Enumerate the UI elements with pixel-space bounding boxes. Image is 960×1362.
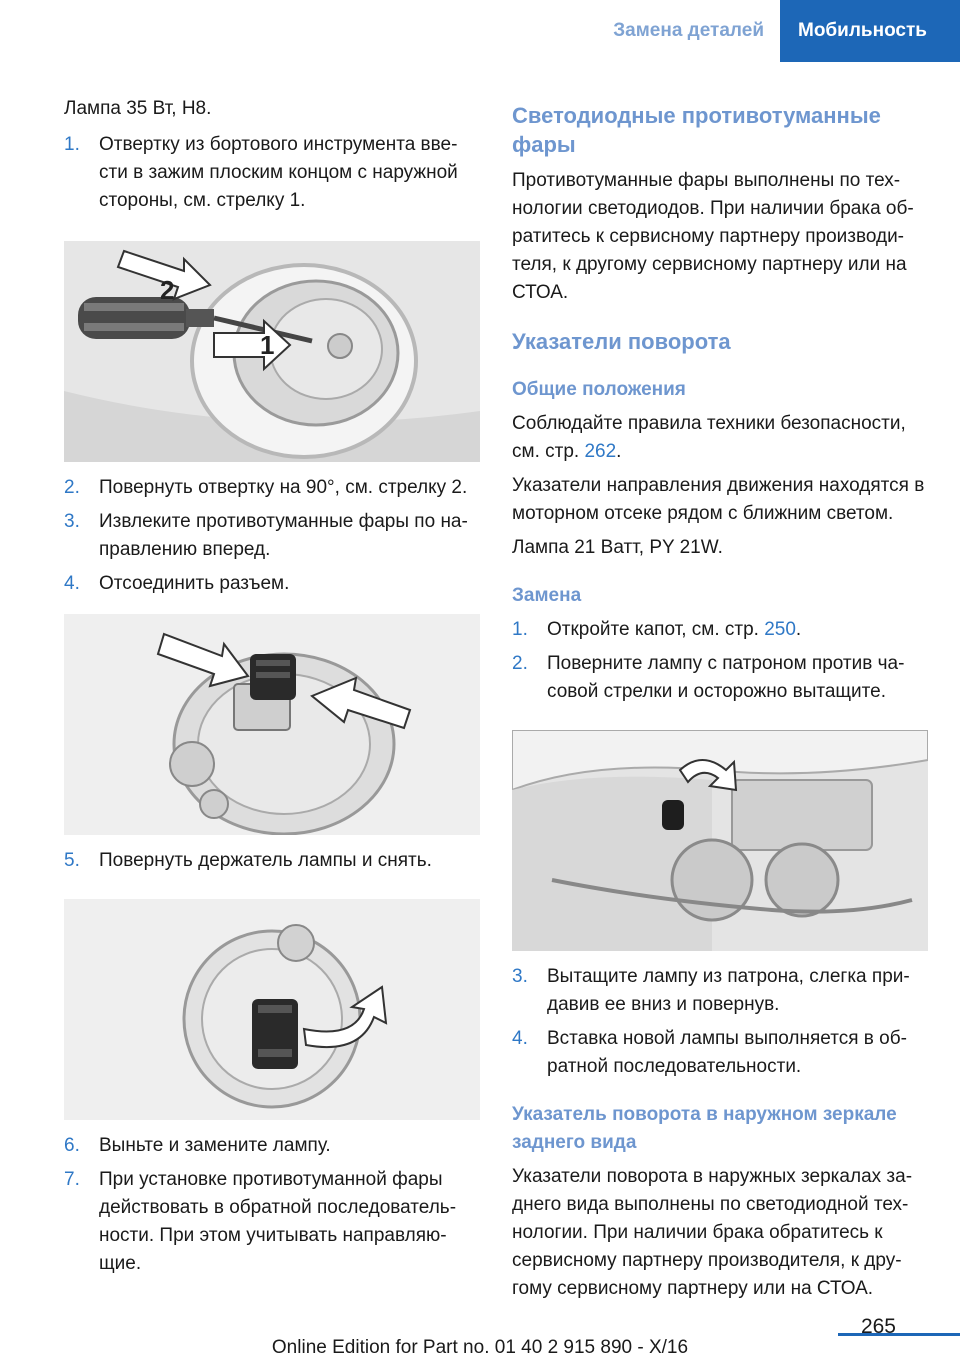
step-number: 1. — [512, 619, 528, 640]
list-item — [64, 1132, 480, 1160]
figure-engine-bay — [512, 730, 928, 951]
list-item — [64, 1166, 480, 1278]
mirror-turn-title: Указатель поворота в наружном зеркале заднего вида — [512, 1104, 897, 1153]
list-item — [64, 847, 480, 875]
lamp-spec: Лампа 35 Вт, H8. — [64, 98, 212, 119]
figure-lamp-holder — [64, 899, 480, 1120]
step-number: 4. — [512, 1028, 528, 1049]
list-item — [64, 570, 480, 598]
list-item — [512, 1025, 928, 1081]
led-fog-title: Светодиодные противотуманные фары — [512, 103, 881, 157]
led-fog-text: Противотуманные фары выполнены по тех-нологии светодиодов. При наличии брака об-ратитесь к сервисному партнеру производи-теля, к другому сервисному партнеру или на СТОА. — [512, 170, 914, 303]
page-header — [593, 0, 960, 62]
list-item — [512, 616, 928, 644]
step-number: 4. — [64, 573, 80, 594]
step-text: При установке противотуманной фары действовать в обратной последователь-ности. При этом учитывать направляю-щие. — [99, 1169, 457, 1274]
step-number: 2. — [64, 477, 80, 498]
list-item — [512, 963, 928, 1019]
section-tab[interactable]: Замена деталей — [613, 20, 764, 41]
lamp-spec-turn: Лампа 21 Ватт, PY 21W. — [512, 537, 723, 558]
general-title: Общие положения — [512, 379, 686, 400]
step-number: 6. — [64, 1135, 80, 1156]
arrow-label-2: 2 — [160, 275, 175, 305]
figure-screwdriver — [64, 241, 480, 462]
left-column — [64, 95, 480, 1278]
step-text: Откройте капот, см. стр. 250. — [547, 619, 802, 640]
step-text: Отсоединить разъем. — [99, 573, 290, 594]
edition-footer: Online Edition for Part no. 01 40 2 915 890 - X/16 — [271, 1337, 689, 1358]
list-item — [64, 508, 480, 564]
mirror-turn-text: Указатели поворота в наружных зеркалах за-днего вида выполнены по светодиодной тех-нологии. При наличии брака обратитесь к сервисному партнеру производителя, к дру-гому сервисному партнеру или на СТОА. — [512, 1166, 913, 1299]
step-number: 7. — [64, 1169, 80, 1190]
replace-title: Замена — [512, 585, 582, 606]
safety-text-body: Соблюдайте правила техники безопасности, см. стр. — [512, 413, 906, 462]
safety-text: Соблюдайте правила техники безопасности, см. стр. 262. — [512, 413, 906, 462]
location-text: Указатели направления движения находятся в моторном отсеке рядом с ближним светом. — [512, 475, 925, 524]
step-number: 3. — [64, 511, 80, 532]
turn-signals-title: Указатели поворота — [512, 329, 731, 354]
step-text: Вытащите лампу из патрона, слегка при-давив ее вниз и повернув. — [547, 966, 910, 1015]
step-number: 2. — [512, 653, 528, 674]
step-number: 5. — [64, 850, 80, 871]
page-link-250[interactable]: 250 — [764, 619, 796, 640]
page-link-262[interactable]: 262 — [584, 441, 617, 462]
step-text: Выньте и замените лампу. — [99, 1135, 331, 1156]
right-column — [512, 101, 928, 1303]
footer-accent-line — [838, 1333, 960, 1336]
list-item — [64, 474, 480, 502]
list-item — [64, 131, 480, 215]
step-text: Извлеките противотуманные фары по на-правлению вперед. — [99, 511, 468, 560]
step-number: 3. — [512, 966, 528, 987]
arrow-label-1: 1 — [260, 330, 275, 360]
step-text: Вставка новой лампы выполняется в об-ратной последовательности. — [547, 1028, 907, 1077]
step-text: Повернуть держатель лампы и снять. — [99, 850, 432, 871]
page-number: 265 — [860, 1315, 896, 1338]
step-number: 1. — [64, 134, 80, 155]
list-item — [512, 650, 928, 706]
chapter-tab[interactable]: Мобильность — [780, 0, 960, 62]
step-text: Поверните лампу с патроном против ча-совой стрелки и осторожно вытащите. — [547, 653, 905, 702]
step-text: Отвертку из бортового инструмента вве-сти в зажим плоским концом с наружной стороны, см. стрелку 1. — [99, 134, 458, 211]
step-text: Повернуть отвертку на 90°, см. стрелку 2. — [99, 477, 468, 498]
figure-connector — [64, 614, 480, 835]
